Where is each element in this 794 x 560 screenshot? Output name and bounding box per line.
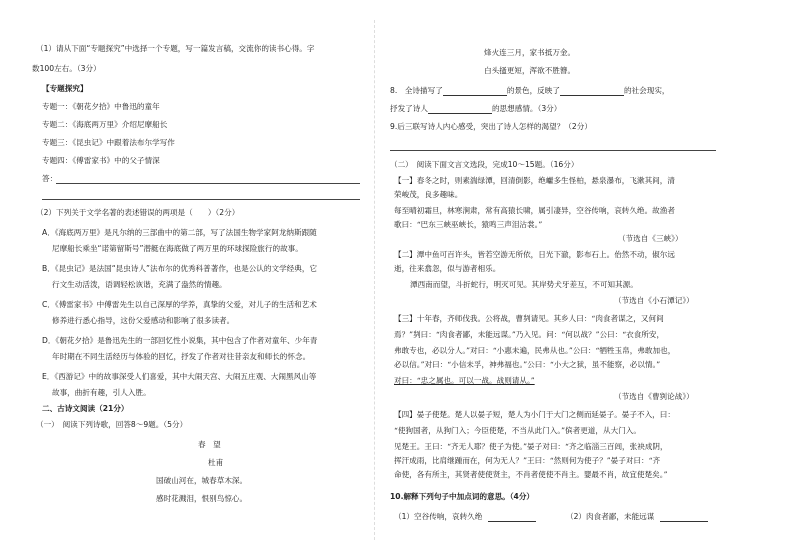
q2-option-e1: E．《西游记》中的故事深受人们喜爱，其中大闹天宫、大闹五庄观、大闹黑风山等 (42, 372, 317, 381)
q8 (390, 86, 670, 96)
topic-1: 专题一：《朝花夕拾》中鲁迅的童年 (42, 102, 160, 111)
p3-line-4: 必以信。”对曰：“小信未孚，神弗福也。”公曰：“小大之狱，虽不能察，必以情。” (394, 360, 661, 369)
q2-option-d2: 年时期在不同生活经历与体验的回忆，抒发了作者对往昔亲友和师长的怀念。 (52, 352, 311, 361)
q10-item-2 (566, 512, 708, 522)
p1-line-2: 荣峻茂，良多趣味。 (394, 190, 463, 199)
p4-line-3: 见楚王。王曰：“齐无人耶？使子为使。”晏子对曰：“齐之临淄三百闾，张袂成阴， (394, 442, 668, 451)
q10-blank-2[interactable] (660, 513, 708, 522)
p2-line-3: 潭西南而望，斗折蛇行，明灭可见。其岸势犬牙差互，不可知其源。 (410, 280, 638, 289)
q2-option-d1: D．《朝花夕拾》是鲁迅先生的一部回忆性小说集，其中包含了作者对童年、少年青 (42, 336, 318, 345)
answer-line-1[interactable] (56, 183, 360, 184)
part2-instruction: （二） 阅读下面文言文选段，完成10～15题。（16分） (390, 160, 579, 169)
section-2-heading: 二、古诗文阅读（21分） (42, 404, 129, 413)
q2-option-a2: 尼摩船长乘坐“诺第留斯号”潜艇在海底做了两万里的环球探险旅行的故事。 (52, 244, 303, 253)
q8-part-b: 的景色，反映了 (506, 86, 560, 95)
poem-line-1: 国破山河在，城春草木深。 (156, 476, 248, 485)
q2-option-a1: A．《海底两万里》是凡尔纳的三部曲中的第二部，写了法国生物学家阿龙纳斯跟随 (42, 228, 317, 237)
q8-part-d: 抒发了诗人 (390, 104, 428, 113)
p2-line-2: 逝，往来翕忽，似与游者相乐。 (394, 264, 501, 273)
p3-line-1: 【三】十年春，齐师伐我。公将战，曹刿请见。其乡人曰：“肉食者谋之，又何间 (394, 314, 664, 323)
poem-line-3: 烽火连三月，家书抵万金。 (484, 48, 576, 57)
q10-blank-1[interactable] (488, 513, 536, 522)
p3-source: （节选自《曹刿论战》） (614, 392, 694, 401)
q9: 9.后三联写诗人内心感受，突出了诗人怎样的渴望？（2分） (390, 122, 592, 131)
q2-option-c1: C．《傅雷家书》中傅雷先生以自己深厚的学养，真挚的父爱，对儿子的生活和艺术 (42, 300, 317, 309)
q2-option-b2: 行文生动活泼，语调轻松诙谐，充满了盎然的情趣。 (52, 280, 227, 289)
p4-line-5: 命使，各有所主，其贤者使使贤主，不肖者使使不肖主。婴最不肖，故宜使楚矣。” (394, 470, 668, 479)
q10-item-1-text: （1）空谷传响，哀转久绝 (394, 512, 483, 521)
topic-heading: 【专题探究】 (42, 84, 88, 93)
topic-4: 专题四：《傅雷家书》中的父子情深 (42, 156, 160, 165)
q8-blank-3[interactable] (428, 105, 492, 114)
topic-3: 专题三：《昆虫记》中跟着法布尔学写作 (42, 138, 175, 147)
poem-line-4: 白头搔更短，浑欲不胜簪。 (484, 66, 576, 75)
q2-option-e2: 故事，曲折有趣，引人入胜。 (52, 388, 151, 397)
p1-line-4: 歌曰：“巴东三峡巫峡长，猿鸣三声泪沾裳。” (394, 220, 543, 229)
q9-answer-line[interactable] (390, 150, 716, 151)
q8-line2 (390, 104, 561, 114)
topic-2: 专题二：《海底两万里》介绍尼摩船长 (42, 120, 168, 129)
p3-line-2: 焉？”刿曰：“肉食者鄙，未能远谋。”乃入见。问：“何以战？”公曰：“衣食所安， (394, 330, 665, 339)
p1-line-1: 【一】春冬之时，则素湍绿潭，回清倒影，绝巘多生怪柏，悬泉瀑布，飞漱其间，清 (394, 176, 675, 185)
q8-blank-2[interactable] (560, 87, 624, 96)
q8-part-c: 的社会现实， (623, 86, 670, 95)
p2-source: （节选自《小石潭记》） (614, 296, 694, 305)
q2-option-b1: B．《昆虫记》是法国“昆虫诗人”法布尔的优秀科普著作，也是公认的文学经典，它 (42, 264, 318, 273)
poem-title: 春 望 (198, 440, 221, 449)
answer-line-2[interactable] (42, 199, 360, 200)
part1-instruction: （一） 阅读下列诗歌，回答8～9题。（5分） (36, 420, 188, 429)
q10-item-1 (394, 512, 536, 522)
poem-author: 杜甫 (208, 458, 224, 467)
answer-label: 答： (42, 174, 58, 183)
p2-line-1: 【二】潭中鱼可百许头，皆若空游无所依，日光下澈，影布石上。佁然不动，俶尔远 (394, 250, 675, 259)
q8-part-a: 8. 全诗描写了 (390, 86, 443, 95)
q2-option-c2: 修养进行悉心指导，这份父爱感动和影响了很多读者。 (52, 316, 235, 325)
p3-line-5: 对曰：“忠之属也。可以一战。战则请从。” (394, 376, 535, 385)
page-fold-line (374, 20, 375, 540)
q1-line1: （1）请从下面“专题探究”中选择一个专题，写一篇发言稿，交流你的读书心得。字 (36, 44, 315, 53)
p4-line-2: “使狗国者，从狗门入；今臣使楚，不当从此门入。”傧者更道，从大门入。 (394, 426, 641, 435)
q10: 10.解释下列句子中加点词的意思。（4分） (390, 492, 535, 501)
q10-item-2-text: （2）肉食者鄙，未能远谋 (566, 512, 655, 521)
q8-part-e: 的思想感情。（3分） (491, 104, 562, 113)
q8-blank-1[interactable] (443, 87, 507, 96)
poem-line-2: 感时花溅泪，恨别鸟惊心。 (156, 494, 248, 503)
p3-line-3: 弗敢专也，必以分人。”对曰：“小惠未遍，民弗从也。”公曰：“牺牲玉帛，弗敢加也， (394, 346, 676, 355)
p1-line-3: 每至晴初霜旦，林寒涧肃，常有高猿长啸，属引凄异，空谷传响，哀转久绝。故渔者 (394, 206, 675, 215)
p4-line-1: 【四】晏子使楚。楚人以晏子短，楚人为小门于大门之侧而延晏子。晏子不入，曰： (394, 410, 675, 419)
q1-line2: 数100左右。（3分） (32, 64, 101, 73)
p4-line-4: 挥汗成雨，比肩继踵而在，何为无人？”王曰：“然则何为使子？”晏子对曰：“齐 (394, 456, 661, 465)
p1-source: （节选自《三峡》） (618, 234, 683, 243)
q2-stem: （2）下列关于文学名著的表述错误的两项是（ ）（2分） (36, 208, 240, 217)
